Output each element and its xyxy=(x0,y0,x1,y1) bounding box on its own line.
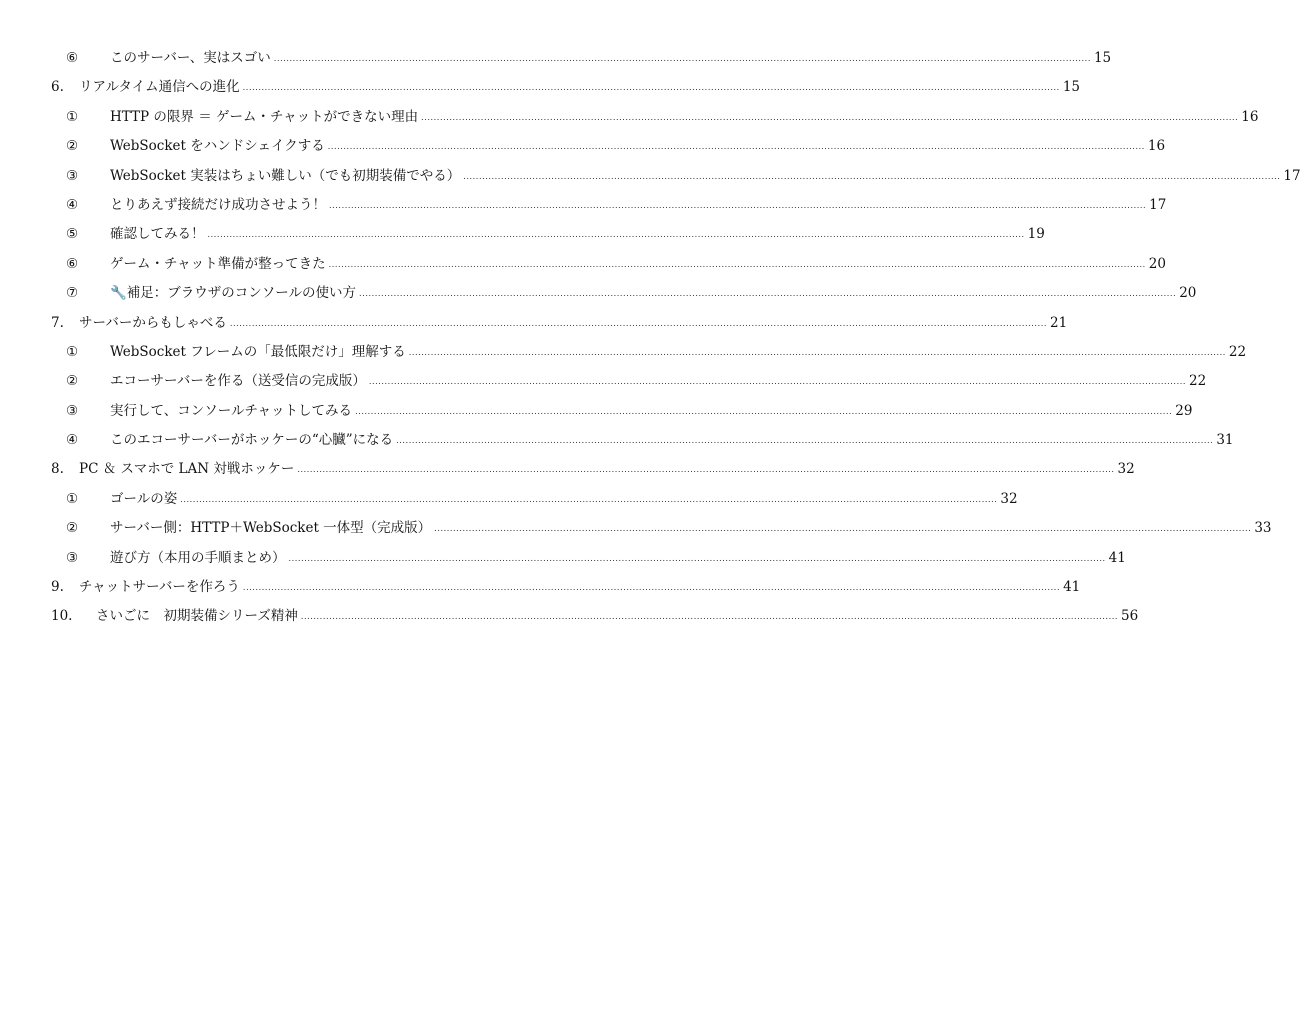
toc-entry[interactable] xyxy=(0,544,1126,573)
toc-entry-number: ② xyxy=(66,138,79,155)
dot-leader: .................................................................................................................................................................................................................................................................... xyxy=(300,612,1118,622)
toc-entry-page: 17 xyxy=(1149,196,1167,213)
toc-entry-title[interactable]: チャットサーバーを作ろう xyxy=(79,579,240,596)
dot-leader: .................................................................................................................................................................................................................................................................... xyxy=(359,289,1177,299)
toc-entry[interactable] xyxy=(0,44,1112,73)
toc-entry-number: ② xyxy=(66,520,79,537)
toc-entry-title[interactable]: ゴールの姿 xyxy=(110,490,178,507)
toc-entry[interactable] xyxy=(0,602,1139,631)
dot-leader: .................................................................................................................................................................................................................................................................... xyxy=(207,230,1025,240)
toc-entry[interactable] xyxy=(0,573,1081,602)
toc-entry-page: 22 xyxy=(1228,343,1247,360)
toc-entry[interactable] xyxy=(0,397,1193,426)
dot-leader: .................................................................................................................................................................................................................................................................... xyxy=(327,142,1145,152)
dot-leader: .................................................................................................................................................................................................................................................................... xyxy=(273,54,1091,63)
toc-entry-page: 21 xyxy=(1050,314,1068,331)
toc-entry[interactable] xyxy=(0,514,1272,543)
toc-entry-number: 8. xyxy=(51,461,64,478)
toc-entry-page: 33 xyxy=(1254,520,1272,537)
toc-entry-number: 6. xyxy=(51,79,64,96)
toc-entry-number: ② xyxy=(66,373,79,390)
toc-entry[interactable] xyxy=(0,309,1068,338)
toc-entry-number: ① xyxy=(66,343,79,360)
toc-entry-title[interactable]: サーバー側：HTTP＋WebSocket 一体型（完成版） xyxy=(110,520,432,537)
toc-entry-page: 17 xyxy=(1283,167,1301,184)
toc-entry-number: 7. xyxy=(51,314,64,331)
toc-entry[interactable] xyxy=(0,191,1167,220)
dot-leader: .................................................................................................................................................................................................................................................................... xyxy=(229,318,1047,328)
toc-entry-page: 15 xyxy=(1062,79,1081,96)
toc-entry-page: 20 xyxy=(1179,285,1197,302)
toc-entry-page: 19 xyxy=(1027,226,1045,243)
toc-entry-page: 22 xyxy=(1189,373,1207,390)
dot-leader: .................................................................................................................................................................................................................................................................... xyxy=(463,171,1281,181)
toc-entry-number: ④ xyxy=(66,196,79,213)
dot-leader: .................................................................................................................................................................................................................................................................... xyxy=(434,524,1252,534)
toc-entry-number: ④ xyxy=(66,432,79,449)
toc-entry-page: 20 xyxy=(1148,255,1166,272)
toc-entry-title[interactable]: このサーバー、実はスゴい xyxy=(110,50,271,66)
toc-entry-title[interactable]: サーバーからもしゃべる xyxy=(79,314,227,331)
toc-entry-title[interactable]: 遊び方（本用の手順まとめ） xyxy=(110,549,286,566)
toc-entry-number: ③ xyxy=(66,167,79,184)
toc-entry[interactable] xyxy=(0,132,1166,161)
toc-entry-number: ① xyxy=(66,108,79,125)
dot-leader: .................................................................................................................................................................................................................................................................... xyxy=(328,259,1146,269)
dot-leader: .................................................................................................................................................................................................................................................................... xyxy=(368,377,1186,387)
table-of-contents xyxy=(0,44,1301,632)
toc-entry-title[interactable]: PC ＆ スマホで LAN 対戦ホッケー xyxy=(79,461,295,478)
toc-entry-number: ⑤ xyxy=(66,226,79,243)
dot-leader: .................................................................................................................................................................................................................................................................... xyxy=(288,553,1106,563)
toc-entry-number: 9. xyxy=(51,579,64,596)
toc-entry-page: 29 xyxy=(1175,402,1193,419)
toc-entry-title[interactable]: ゲーム・チャット準備が整ってきた xyxy=(110,255,326,272)
toc-entry-title[interactable]: HTTP の限界 ＝ ゲーム・チャットができない理由 xyxy=(110,108,419,125)
toc-entry-number: ⑦ xyxy=(66,285,79,302)
toc-entry-title[interactable]: このエコーサーバーがホッケーの“心臓”になる xyxy=(110,432,394,449)
toc-entry-page: 16 xyxy=(1147,138,1166,155)
dot-leader: .................................................................................................................................................................................................................................................................... xyxy=(408,347,1226,357)
toc-entry-page: 16 xyxy=(1241,108,1259,125)
toc-entry-title[interactable]: WebSocket 実装はちょい難しい（でも初期装備でやる） xyxy=(110,167,461,184)
toc-entry-number: ① xyxy=(66,490,79,507)
toc-entry-number: ③ xyxy=(66,549,79,566)
toc-entry-title[interactable]: WebSocket フレームの「最低限だけ」理解する xyxy=(110,343,406,360)
toc-entry[interactable] xyxy=(0,455,1135,484)
toc-entry[interactable] xyxy=(0,426,1234,455)
toc-entry[interactable] xyxy=(0,73,1081,102)
toc-entry-page: 32 xyxy=(1117,461,1135,478)
toc-entry-page: 15 xyxy=(1093,50,1112,66)
toc-entry[interactable] xyxy=(0,250,1166,279)
toc-entry-number: ⑥ xyxy=(66,50,79,66)
toc-entry-title[interactable]: リアルタイム通信への進化 xyxy=(79,79,240,96)
dot-leader: .................................................................................................................................................................................................................................................................... xyxy=(297,465,1115,475)
toc-entry-title[interactable]: とりあえず接続だけ成功させよう！ xyxy=(110,196,326,213)
toc-entry-number: ③ xyxy=(66,402,79,419)
toc-entry-title[interactable]: さいごに 初期装備シリーズ精神 xyxy=(96,608,298,625)
toc-entry-title[interactable]: 確認してみる！ xyxy=(110,226,205,243)
toc-entry-page: 32 xyxy=(1000,490,1018,507)
toc-entry-number: ⑥ xyxy=(66,255,79,272)
dot-leader: .................................................................................................................................................................................................................................................................... xyxy=(242,583,1061,593)
toc-entry[interactable] xyxy=(0,279,1197,308)
toc-entry-page: 41 xyxy=(1063,579,1081,596)
dot-leader: .................................................................................................................................................................................................................................................................... xyxy=(329,200,1147,210)
toc-entry[interactable] xyxy=(0,367,1207,396)
toc-entry[interactable] xyxy=(0,485,1018,514)
toc-entry[interactable] xyxy=(0,103,1259,132)
toc-entry-title[interactable]: 🔧補足：ブラウザのコンソールの使い方 xyxy=(110,285,357,302)
dot-leader: .................................................................................................................................................................................................................................................................... xyxy=(355,406,1173,416)
toc-entry-page: 56 xyxy=(1121,608,1139,625)
dot-leader: .................................................................................................................................................................................................................................................................... xyxy=(396,436,1214,446)
dot-leader: .................................................................................................................................................................................................................................................................... xyxy=(421,112,1239,122)
toc-entry-page: 31 xyxy=(1216,432,1234,449)
toc-entry[interactable] xyxy=(0,162,1301,191)
toc-entry-title[interactable]: エコーサーバーを作る（送受信の完成版） xyxy=(110,373,366,390)
toc-entry-title[interactable]: WebSocket をハンドシェイクする xyxy=(110,138,325,155)
toc-entry-page: 41 xyxy=(1108,549,1126,566)
toc-entry[interactable] xyxy=(0,338,1247,367)
toc-entry[interactable] xyxy=(0,220,1045,249)
toc-entry-number: 10. xyxy=(51,608,73,625)
dot-leader: .................................................................................................................................................................................................................................................................... xyxy=(180,494,998,504)
dot-leader: .................................................................................................................................................................................................................................................................... xyxy=(242,83,1060,93)
toc-entry-title[interactable]: 実行して、コンソールチャットしてみる xyxy=(110,402,353,419)
